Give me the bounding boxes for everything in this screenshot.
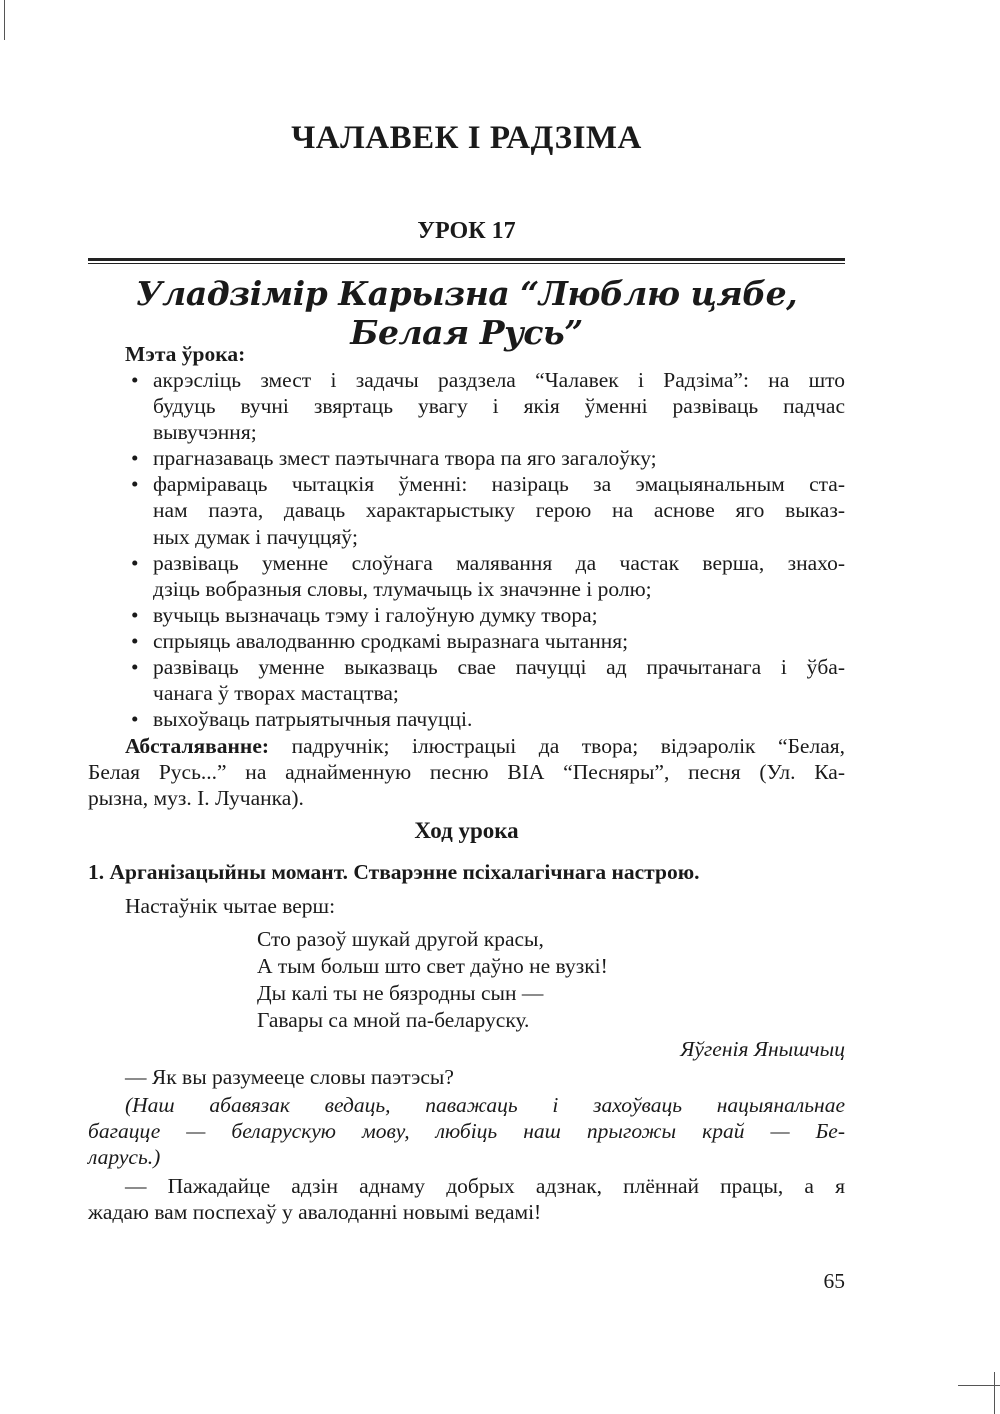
text-line: багацце — беларускую мову, любіць наш прыгожы край — Бе- bbox=[88, 1119, 845, 1144]
page-number: 65 bbox=[823, 1269, 845, 1293]
closing-paragraph bbox=[88, 1173, 845, 1225]
goal-item bbox=[131, 367, 845, 445]
teacher-reads: Настаўнік чытае верш: bbox=[125, 894, 336, 918]
text-line: Белая Русь...” на аднайменную песню ВІА “Песняры”, песня (Ул. Ка- bbox=[88, 760, 845, 785]
lesson-title: УРОК 17 bbox=[417, 218, 516, 244]
goals-heading: Мэта ўрока: bbox=[125, 342, 246, 366]
text-line bbox=[88, 733, 845, 759]
equipment-label: Абсталяванне: bbox=[125, 734, 270, 758]
equipment-text: падручнік; ілюстрацыі да твора; відэаролік “Белая, bbox=[269, 734, 845, 758]
divider bbox=[88, 258, 845, 261]
goal-item bbox=[131, 706, 845, 732]
bullet-icon: • bbox=[131, 628, 139, 653]
section-heading: 1. Арганізацыйны момант. Стварэнне псіхалагічнага настрою. bbox=[88, 860, 700, 884]
crop-mark bbox=[994, 1372, 995, 1414]
bullet-icon: • bbox=[131, 707, 139, 732]
goal-item bbox=[131, 654, 845, 706]
text-line: — Пажадайце адзін аднаму добрых адзнак, плённай працы, а я bbox=[125, 1174, 845, 1198]
text-line: развіваць уменне выказваць свае пачуцці ад прачытанага і ўба- bbox=[153, 655, 845, 680]
goal-item bbox=[131, 628, 845, 654]
divider bbox=[88, 263, 845, 264]
text-line: спрыяць авалодванню сродкамі выразнага чытання; bbox=[153, 628, 629, 653]
answer-paragraph bbox=[88, 1092, 845, 1170]
question: — Як вы разумееце словы паэтэсы? bbox=[125, 1065, 454, 1089]
chapter-title: ЧАЛАВЕК І РАДЗІМА bbox=[291, 120, 642, 156]
text-line: жадаю вам поспехаў у авалоданні новымі ведамі! bbox=[88, 1200, 542, 1225]
goal-item bbox=[131, 471, 845, 549]
text-line: рызна, муз. І. Лучанка). bbox=[88, 786, 304, 811]
text-line: Сто разоў шукай другой красы, bbox=[257, 927, 544, 951]
goals-list bbox=[131, 367, 845, 732]
text-line: (Наш абавязак ведаць, паважаць і захоўваць нацыянальнае bbox=[125, 1093, 845, 1117]
text-line: чанага ў творах мастацтва; bbox=[153, 681, 399, 706]
text-line: выхоўваць патрыятычныя пачуцці. bbox=[153, 707, 473, 732]
text-line: фарміраваць чытацкія ўменні: назіраць за эмацыянальным ста- bbox=[153, 472, 845, 497]
bullet-icon: • bbox=[131, 655, 139, 680]
goal-item bbox=[131, 602, 845, 628]
goal-item bbox=[131, 550, 845, 602]
bullet-icon: • bbox=[131, 446, 139, 471]
text-line: акрэсліць змест і задачы раздзела “Чалавек і Радзіма”: на што bbox=[153, 368, 845, 392]
text-line: будуць вучні звяртаць увагу і якія ўменні развіваць падчас bbox=[153, 394, 845, 419]
poem-author: Яўгенія Янышчыц bbox=[680, 1037, 845, 1061]
text-line: ных думак і пачуццяў; bbox=[153, 524, 359, 549]
bullet-icon: • bbox=[131, 550, 139, 575]
bullet-icon: • bbox=[131, 602, 139, 627]
text-line: дзіць вобразныя словы, тлумачыць іх значэнне і ролю; bbox=[153, 576, 652, 601]
work-title: Уладзімір Карызна “Люблю цябе, Белая Русь” bbox=[135, 274, 798, 352]
course-heading: Ход урока bbox=[414, 818, 519, 843]
text-line: ларусь.) bbox=[88, 1145, 161, 1170]
goal-item bbox=[131, 445, 845, 471]
text-line: вывучэння; bbox=[153, 420, 257, 445]
text-line: А тым больш што свет даўно не вузкі! bbox=[257, 954, 608, 978]
bullet-icon: • bbox=[131, 472, 139, 497]
bullet-icon: • bbox=[131, 368, 139, 392]
poem bbox=[257, 926, 608, 1034]
text-line: нам паэта, даваць характарыстыку герою на аснове яго выказ- bbox=[153, 498, 845, 523]
text-line: Ды калі ты не бязродны сын — bbox=[257, 981, 544, 1005]
text-line: прагназаваць змест паэтычнага твора па яго загалоўку; bbox=[153, 446, 657, 471]
equipment-paragraph bbox=[88, 733, 845, 811]
text-line: вучыць вызначаць тэму і галоўную думку твора; bbox=[153, 602, 598, 627]
text-line: Гавары са мной па-беларуску. bbox=[257, 1008, 530, 1032]
crop-mark bbox=[4, 0, 5, 40]
text-line: развіваць уменне слоўнага малявання да частак верша, знахо- bbox=[153, 550, 845, 575]
